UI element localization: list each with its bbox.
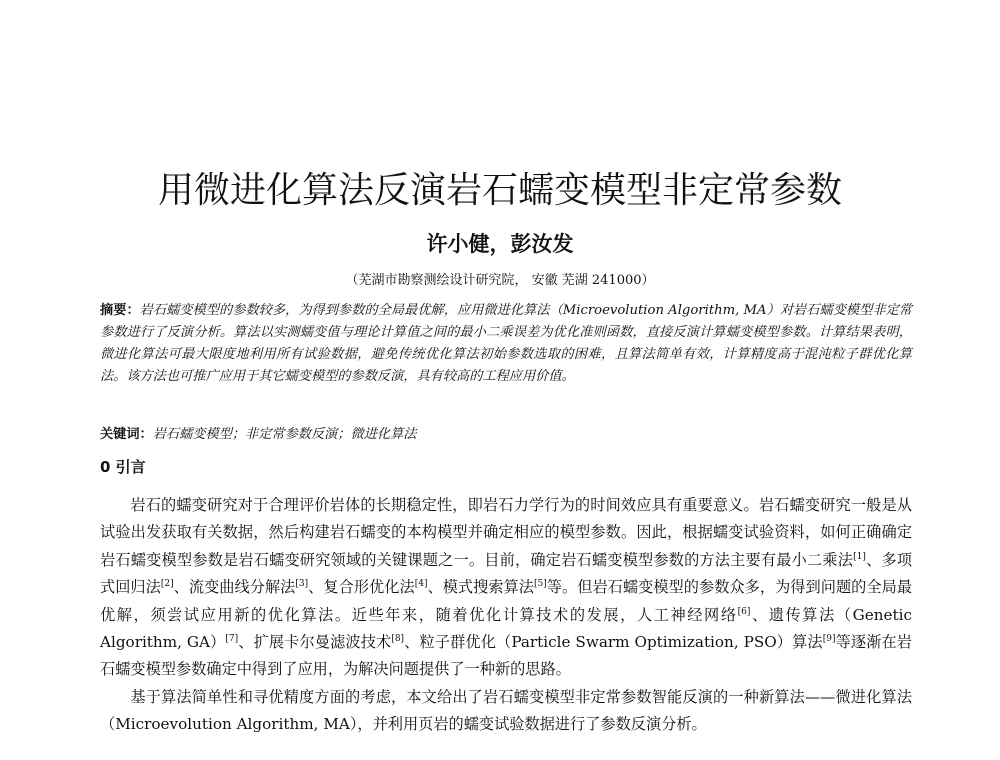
body-text-span: 、遗传算法（Genetic Algorithm, GA）	[100, 605, 913, 652]
citation-ref[interactable]: [6]	[737, 606, 751, 617]
body-text-span: 等。但岩石蠕变模型的参数众多，为得到问题的全局最优解，须尝试应用新的优化算法。近些年来，随着优化计算技术的发展，人工神经网络	[100, 578, 913, 624]
citation-ref[interactable]: [9]	[822, 633, 836, 644]
body-text-span: 、流变曲线分解法	[173, 578, 296, 597]
abstract	[100, 300, 912, 388]
paper-title: 用微进化算法反演岩石蠕变模型非定常参数	[157, 170, 842, 211]
citation-ref[interactable]: [5]	[534, 579, 547, 590]
abstract-text: 岩石蠕变模型的参数较多，为得到参数的全局最优解，应用微进化算法（Microevolution Algorithm, MA）对岩石蠕变模型非定常参数进行了反演分析。算法以实测蠕变值与理论计算值之间的最小二乘误差为优化准则函数，直接反演计算蠕变模型参数。计算结果表明，微进化算法可最大限度地利用所有试验数据，避免传统优化算法初始参数选取的困难，且算法简单有效，计算精度高于混沌粒子群优化算法。该方法也可推广应用于其它蠕变模型的参数反演，具有较高的工程应用价值。	[100, 303, 913, 384]
section-heading-introduction: 0 引言	[100, 458, 146, 476]
body-text-span: 、扩展卡尔曼滤波技术	[238, 633, 392, 652]
keywords-label: 关键词：	[100, 427, 153, 442]
citation-ref[interactable]: [4]	[414, 579, 428, 590]
citation-ref[interactable]: [7]	[225, 633, 239, 644]
citation-ref[interactable]: [8]	[391, 633, 405, 644]
author-affiliation: （芜湖市勘察测绘设计研究院， 安徽 芜湖 241000）	[345, 273, 655, 288]
abstract-label: 摘要：	[100, 303, 140, 318]
body-text-span: 岩石的蠕变研究对于合理评价岩体的长期稳定性，即岩石力学行为的时间效应具有重要意义。岩石蠕变研究一般是从试验出发获取有关数据，然后构建岩石蠕变的本构模型并确定相应的模型参数。因此，根据蠕变试验资料，如何正确确定岩石蠕变模型参数是岩石蠕变研究领域的关键课题之一。目前，确定岩石蠕变模型参数的方法主要有最小二乘法	[100, 496, 912, 569]
keywords	[100, 424, 912, 446]
citation-ref[interactable]: [1]	[853, 551, 866, 562]
body-text-span: 、粒子群优化（Particle Swarm Optimization, PSO）算法	[404, 633, 823, 652]
citation-ref[interactable]: [2]	[160, 579, 174, 590]
author-list: 许小健，彭汝发	[426, 231, 574, 256]
body-text-span: 、复合形优化法	[308, 578, 415, 597]
citation-ref[interactable]: [3]	[295, 579, 309, 590]
keywords-text: 岩石蠕变模型；非定常参数反演；微进化算法	[152, 427, 417, 442]
body-text-span: 、模式搜索算法	[427, 578, 535, 597]
body-text-span: 等逐渐在岩石蠕变模型参数确定中得到了应用，为解决问题提供了一种新的思路。	[100, 633, 912, 679]
body-text	[100, 492, 912, 739]
body-paragraph-2: 基于算法简单性和寻优精度方面的考虑，本文给出了岩石蠕变模型非定常参数智能反演的一种新算法——微进化算法（Microevolution Algorithm, MA），并利用页岩的蠕变试验数据进行了参数反演分析。	[100, 687, 912, 734]
body-text-span: 、多项式回归法	[100, 550, 913, 597]
body-paragraph-1	[100, 492, 912, 684]
